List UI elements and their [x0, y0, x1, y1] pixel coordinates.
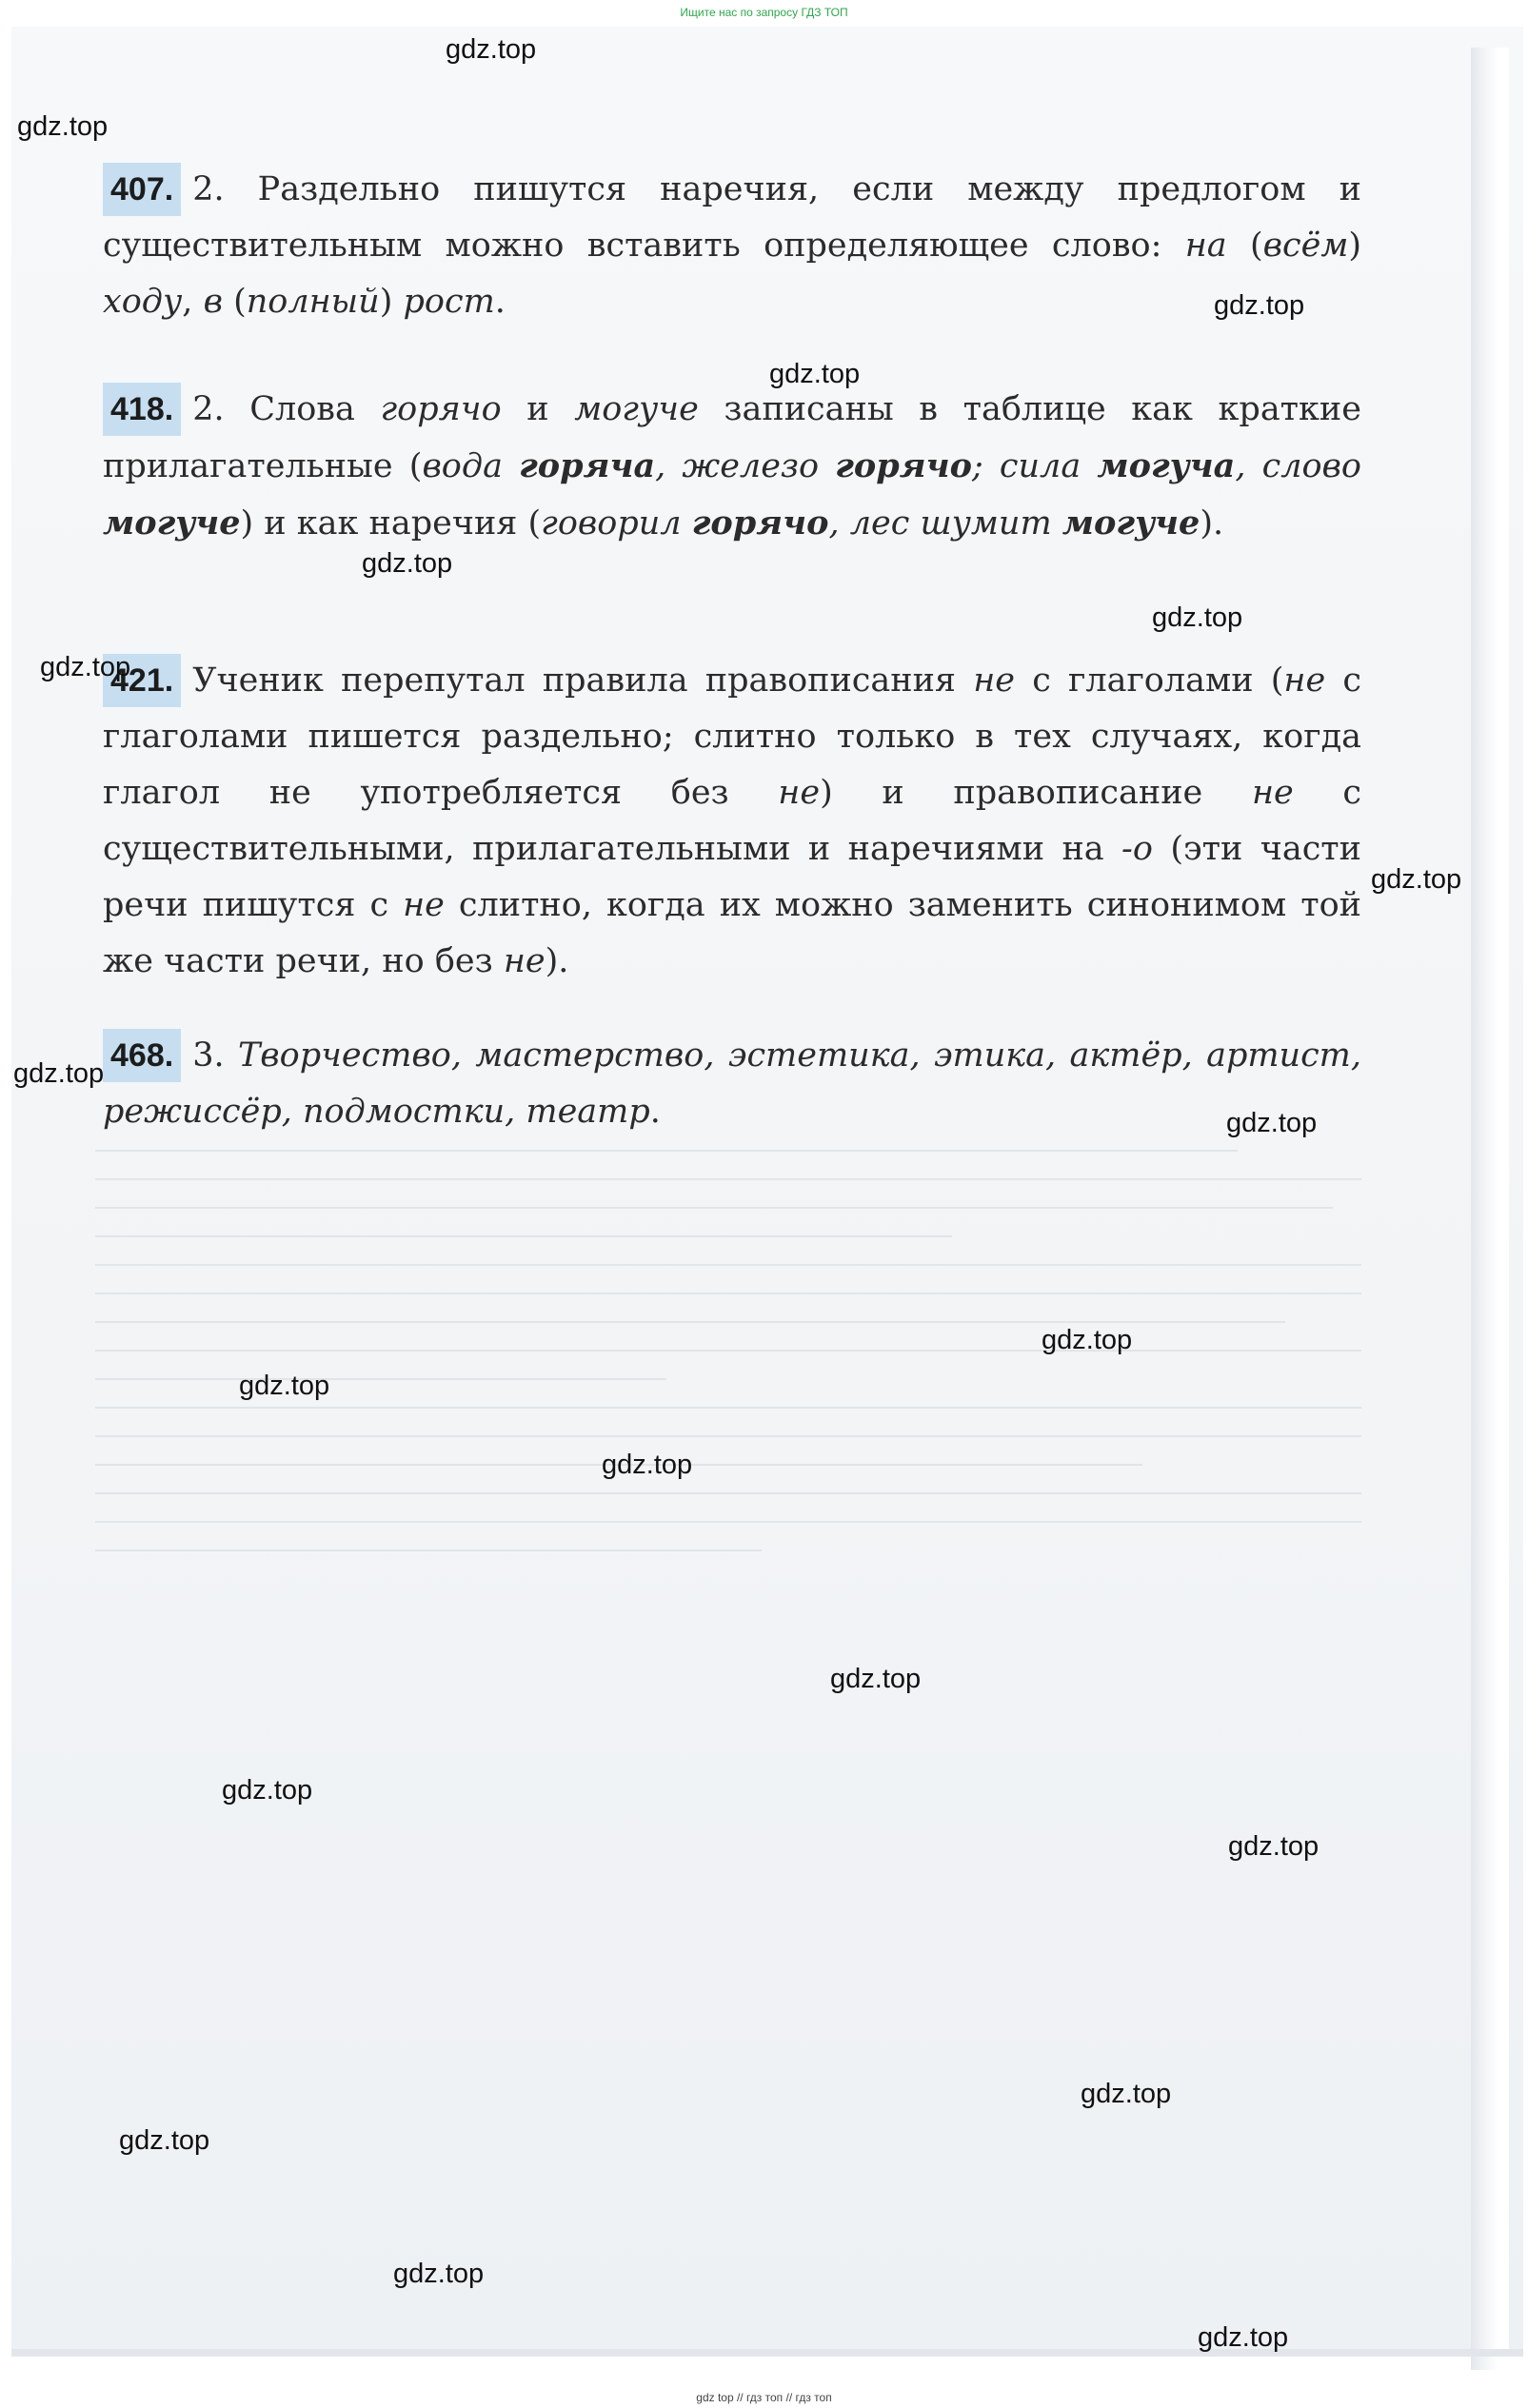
text-run: ) и как наречия ( [240, 504, 542, 543]
watermark: gdz.top [1371, 864, 1462, 895]
text-run: 3. [192, 1036, 238, 1075]
search-hint: Ищите нас по запросу ГДЗ ТОП [680, 6, 848, 19]
watermark: gdz.top [769, 359, 861, 389]
text-run: с глаголами пишется раздельно; слитно только в тех случаях, когда глагол не употребляется без [103, 661, 1361, 812]
text-run: с глаголами ( [1015, 661, 1284, 700]
text-run: не [778, 774, 821, 812]
text-run: 2. Слова [192, 390, 381, 428]
text-run: 2. Раздельно пишутся наречия, если между предлогом и существительным можно вставить определяющее слово: [103, 170, 1361, 265]
text-run: не [973, 661, 1015, 700]
text-run: и [501, 390, 575, 428]
text-run: Творчество, мастерство, эстетика, этика, актёр, артист, режиссёр, подмостки, театр [103, 1036, 1361, 1131]
text-run: слово [1261, 447, 1361, 485]
text-run: ( [222, 283, 247, 321]
text-run: горячо [380, 390, 502, 428]
text-run: ) [379, 283, 404, 321]
text-run: -о [1121, 830, 1153, 868]
watermark: gdz.top [222, 1775, 313, 1806]
text-run: могуче [103, 503, 241, 543]
text-run: Ученик перепутал правила правописания [192, 661, 974, 700]
text-run: , [828, 504, 850, 543]
exercise-text [103, 390, 1361, 543]
watermark: gdz.top [1228, 1831, 1320, 1862]
text-run: могуче [574, 390, 699, 428]
text-run: ; [971, 447, 1000, 485]
text-run: не [403, 886, 445, 924]
text-run: сила [999, 447, 1098, 485]
text-run: в [203, 283, 223, 321]
text-run: ). [545, 942, 569, 980]
text-run: ). [1200, 504, 1224, 543]
text-run: ) [1348, 227, 1362, 265]
watermark: gdz.top [393, 2259, 485, 2289]
exercise-407 [103, 162, 1361, 330]
page-bottom-edge [11, 2349, 1523, 2357]
text-run: ходу [103, 283, 183, 321]
text-run: говорил [541, 504, 692, 543]
text-run: горяча [519, 446, 656, 485]
text-run: записаны в таблице как краткие прилагательные ( [103, 390, 1361, 485]
text-run: горячо [835, 446, 972, 485]
text-run: горячо [691, 503, 829, 543]
text-run: ( [1226, 227, 1263, 265]
exercise-text [103, 170, 1361, 321]
watermark: gdz.top [40, 652, 131, 682]
text-run: железо [682, 447, 836, 485]
text-run: , [182, 283, 204, 321]
exercise-number: 418. [103, 383, 181, 436]
exercise-number: 421. [103, 654, 181, 707]
text-run: на [1184, 227, 1227, 265]
page-edge [1471, 48, 1509, 2370]
text-run: полный [246, 283, 380, 321]
exercise-421 [103, 653, 1361, 990]
text-run: всём [1262, 227, 1349, 265]
text-run: могуча [1097, 446, 1236, 485]
text-run: вода [422, 447, 520, 485]
text-run: с существительными, прилагательными и наречиями на [103, 774, 1361, 868]
text-run: не [1283, 661, 1326, 700]
watermark: gdz.top [119, 2125, 210, 2156]
text-run: не [503, 942, 546, 980]
exercise-number: 407. [103, 163, 181, 216]
text-run: рост [403, 283, 495, 321]
text-run: , [655, 447, 683, 485]
watermark: gdz.top [1198, 2322, 1289, 2353]
text-run: могуче [1062, 503, 1201, 543]
exercise-number: 468. [103, 1029, 181, 1082]
text-run: слитно, когда их можно заменить синонимом той же части речи, но без [103, 886, 1361, 980]
watermark: gdz.top [602, 1450, 693, 1480]
watermark: gdz.top [446, 34, 537, 65]
watermark: gdz.top [1081, 2079, 1172, 2109]
watermark: gdz.top [1226, 1108, 1318, 1138]
watermark: gdz.top [362, 548, 453, 579]
watermark: gdz.top [830, 1664, 922, 1694]
text-run: . [649, 1093, 661, 1131]
text-run: , [1235, 447, 1262, 485]
exercise-418 [103, 382, 1361, 552]
exercise-text [103, 1036, 1361, 1131]
bleed-through-text [95, 1123, 1361, 2265]
footer-text: gdz top // гдз топ // гдз топ [696, 2391, 832, 2404]
text-run: не [1251, 774, 1294, 812]
text-run: ) и правописание [820, 774, 1252, 812]
watermark: gdz.top [1214, 290, 1305, 321]
text-run: лес шумит [849, 504, 1062, 543]
watermark: gdz.top [1152, 602, 1243, 633]
exercise-468 [103, 1028, 1361, 1140]
exercise-text [103, 661, 1361, 980]
text-run: (эти части речи пишутся с [103, 830, 1361, 924]
text-run: . [494, 283, 506, 321]
watermark: gdz.top [13, 1058, 105, 1089]
watermark: gdz.top [1042, 1325, 1133, 1355]
watermark: gdz.top [239, 1371, 330, 1401]
watermark: gdz.top [17, 111, 109, 142]
